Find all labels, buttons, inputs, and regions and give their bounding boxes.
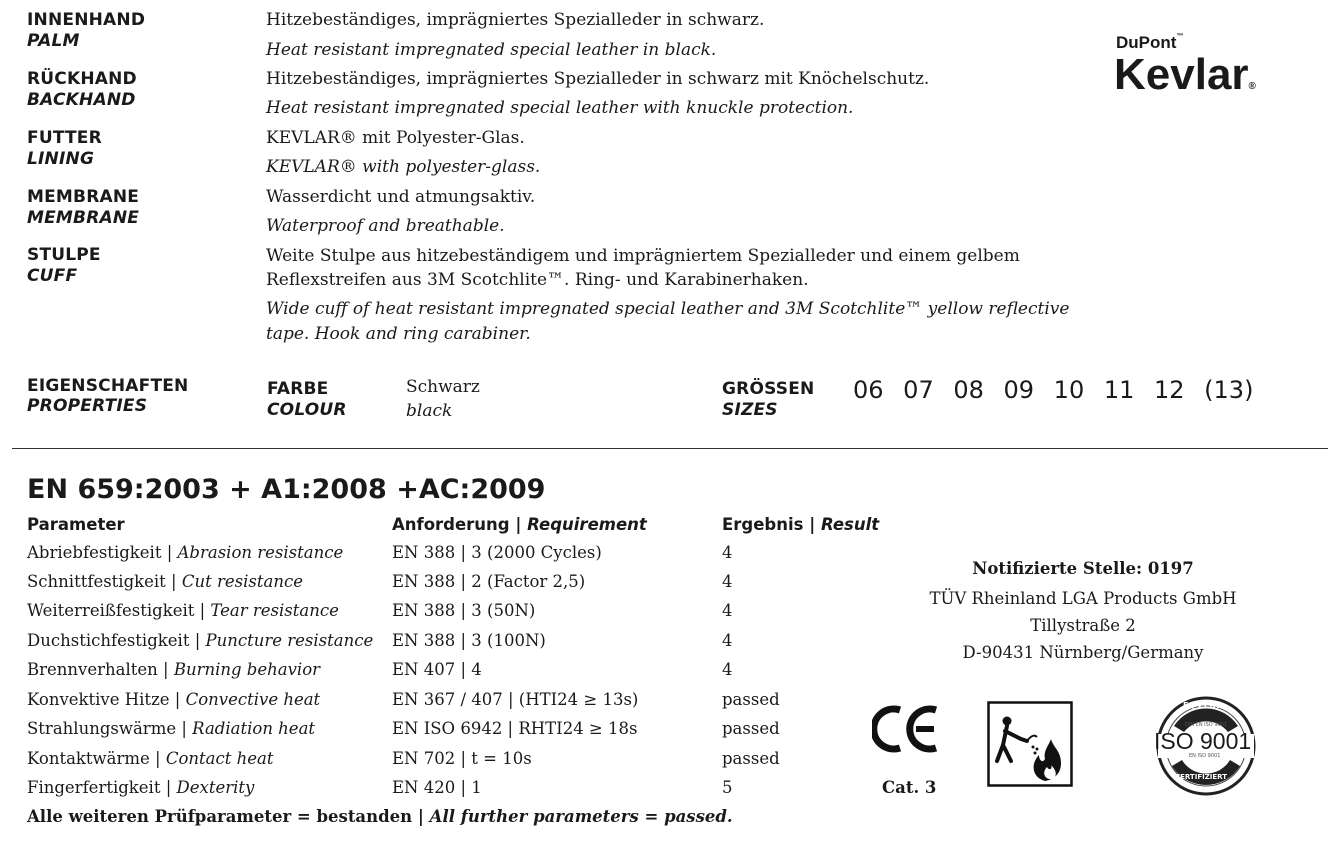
heat-protection-pictogram-icon [987, 701, 1073, 787]
parameter-cell: Kontaktwärme | Contact heat [27, 749, 274, 768]
sizes-label-en: SIZES [722, 400, 778, 420]
text-en: Heat resistant impregnated special leather in black. [266, 40, 717, 60]
parameter-cell: Schnittfestigkeit | Cut resistance [27, 572, 303, 591]
text-en-line1: Wide cuff of heat resistant impregnated special leather and 3M Scotchlite™ yellow reflective [266, 299, 1070, 319]
result-cell: 4 [722, 631, 733, 650]
colour-value-de: Schwarz [406, 377, 480, 397]
label-en: CUFF [27, 266, 78, 286]
text-en-line2: tape. Hook and ring carabiner. [266, 324, 531, 344]
label-de: STULPE [27, 245, 101, 265]
parameter-cell: Brennverhalten | Burning behavior [27, 660, 321, 679]
colour-value-en: black [406, 401, 453, 421]
iso-seal-top-text: EQ ZERT [1183, 701, 1221, 710]
label-en: BACKHAND [27, 90, 136, 110]
result-cell: passed [722, 690, 780, 709]
text-de: Hitzebeständiges, imprägniertes Spezialleder in schwarz mit Knöchelschutz. [266, 69, 930, 89]
label-en: LINING [27, 149, 95, 169]
requirement-cell: EN 367 / 407 | (HTI24 ≥ 13s) [392, 690, 639, 709]
table-footer-note: Alle weiteren Prüfparameter = bestanden | All further parameters = passed. [27, 807, 733, 826]
ce-icon [872, 704, 940, 754]
notified-body-street: Tillystraße 2 [1030, 616, 1136, 635]
label-de: RÜCKHAND [27, 69, 137, 89]
label-de: MEMBRANE [27, 187, 140, 207]
colour-label-en: COLOUR [267, 400, 347, 420]
text-de-line2: Reflexstreifen aus 3M Scotchlite™. Ring- und Karabinerhaken. [266, 270, 809, 290]
label-de: FUTTER [27, 128, 102, 148]
parameter-cell: Weiterreißfestigkeit | Tear resistance [27, 601, 339, 620]
parameter-cell: Konvektive Hitze | Convective heat [27, 690, 321, 709]
properties-label-de: EIGENSCHAFTEN [27, 376, 189, 396]
parameter-cell: Strahlungswärme | Radiation heat [27, 719, 316, 738]
requirement-cell: EN 407 | 4 [392, 660, 482, 679]
text-en: Waterproof and breathable. [266, 216, 505, 236]
properties-label-en: PROPERTIES [27, 396, 148, 416]
requirement-cell: EN 420 | 1 [392, 778, 482, 797]
col-parameter: Parameter [27, 515, 125, 534]
result-cell: 4 [722, 601, 733, 620]
result-cell: passed [722, 719, 780, 738]
iso-seal-tiny-top: DIN EN ISO 9001 [1185, 722, 1228, 728]
requirement-cell: EN 388 | 3 (100N) [392, 631, 546, 650]
sizes-values: 06 07 08 09 10 11 12 (13) [853, 376, 1254, 404]
iso-seal-main-text: ISO 9001 [1154, 728, 1252, 754]
ce-category: Cat. 3 [882, 778, 937, 797]
requirement-cell: EN 388 | 3 (2000 Cycles) [392, 543, 602, 562]
notified-body-city: D-90431 Nürnberg/Germany [962, 643, 1204, 662]
notified-body-title: Notifizierte Stelle: 0197 [972, 559, 1194, 578]
result-cell: 4 [722, 543, 733, 562]
label-de: INNENHAND [27, 10, 146, 30]
text-en: Heat resistant impregnated special leather with knuckle protection. [266, 98, 854, 118]
text-de: KEVLAR® mit Polyester-Glas. [266, 128, 525, 148]
label-en: PALM [27, 31, 80, 51]
notified-body-name: TÜV Rheinland LGA Products GmbH [929, 589, 1237, 608]
col-result: Ergebnis | Result [722, 515, 880, 534]
standard-heading: EN 659:2003 + A1:2008 +AC:2009 [27, 474, 546, 505]
iso-seal-tiny-bottom: EN ISO 9001 [1189, 753, 1221, 759]
kevlar-wordmark: Kevlar® [1114, 50, 1256, 99]
requirement-cell: EN ISO 6942 | RHTI24 ≥ 18s [392, 719, 638, 738]
result-cell: 5 [722, 778, 733, 797]
label-en: MEMBRANE [27, 208, 140, 228]
text-de: Wasserdicht und atmungsaktiv. [266, 187, 536, 207]
requirement-cell: EN 388 | 2 (Factor 2,5) [392, 572, 586, 591]
iso-seal-bottom-text: ZERTIFIZIERT [1175, 773, 1228, 781]
section-divider [12, 448, 1328, 449]
requirement-cell: EN 388 | 3 (50N) [392, 601, 536, 620]
col-requirement: Anforderung | Requirement [392, 515, 647, 534]
parameter-cell: Abriebfestigkeit | Abrasion resistance [27, 543, 344, 562]
text-de-line1: Weite Stulpe aus hitzebeständigem und imprägniertem Spezialleder und einem gelbem [266, 246, 1020, 266]
requirement-cell: EN 702 | t = 10s [392, 749, 532, 768]
sizes-label-de: GRÖSSEN [722, 379, 815, 399]
text-de: Hitzebeständiges, imprägniertes Spezialleder in schwarz. [266, 10, 765, 30]
result-cell: 4 [722, 572, 733, 591]
text-en: KEVLAR® with polyester-glass. [266, 157, 541, 177]
dupont-wordmark: DuPont™ [1116, 33, 1184, 52]
parameter-cell: Fingerfertigkeit | Dexterity [27, 778, 255, 797]
parameter-cell: Duchstichfestigkeit | Puncture resistance [27, 631, 374, 650]
result-cell: passed [722, 749, 780, 768]
colour-label-de: FARBE [267, 379, 329, 399]
result-cell: 4 [722, 660, 733, 679]
